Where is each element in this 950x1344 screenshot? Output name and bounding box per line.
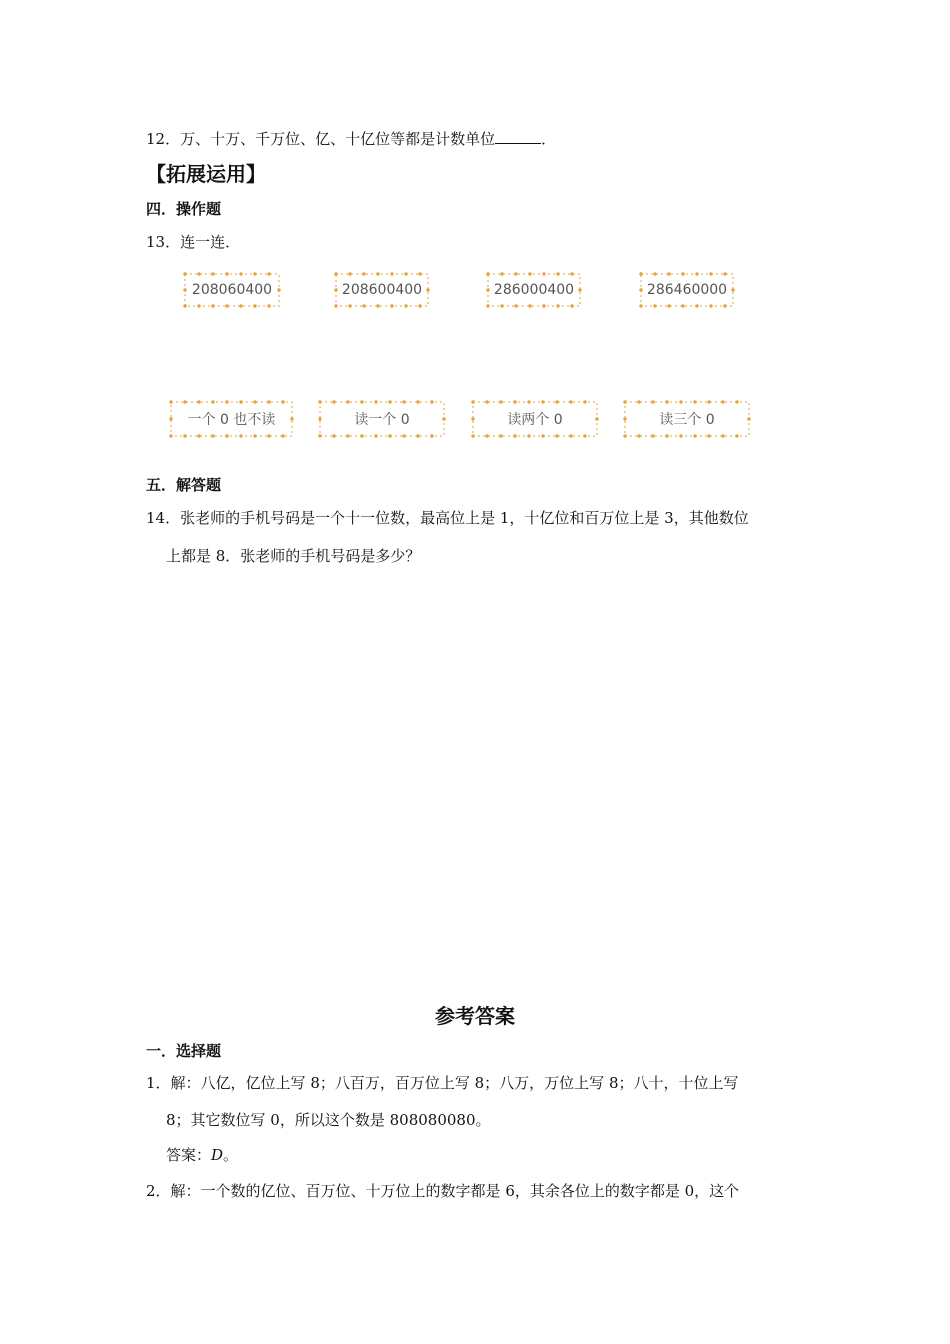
- answer-1-choice-value: D: [211, 1146, 224, 1164]
- section-5-title: 五．解答题: [146, 476, 222, 494]
- answer-1-choice: [166, 1144, 238, 1165]
- number-card-1-text: 208060400: [191, 282, 273, 298]
- answer-blank: [495, 129, 541, 144]
- answer-1-line-1: 1．解：八亿，亿位上写 8；八百万，百万位上写 8；八万，万位上写 8；八十，十位上写: [146, 1074, 739, 1092]
- number-card-3-text: 286000400: [493, 282, 575, 298]
- question-13: 13．连一连．: [146, 233, 241, 251]
- question-12-end: ．: [541, 130, 557, 148]
- label-card-4: [622, 399, 752, 439]
- extension-heading: 【拓展运用】: [146, 162, 266, 186]
- label-card-4-text: 读三个 0: [659, 412, 715, 428]
- question-12: [146, 128, 556, 149]
- label-card-3-text: 读两个 0: [507, 412, 563, 428]
- answer-1-line-2: 8；其它数位写 0，所以这个数是 808080080。: [166, 1111, 491, 1129]
- label-card-3: [470, 399, 600, 439]
- answer-1-choice-prefix: 答案：: [166, 1146, 212, 1164]
- question-14-line-1: 14．张老师的手机号码是一个十一位数，最高位上是 1，十亿位和百万位上是 3，其他数位: [146, 509, 749, 527]
- number-card-4-text: 286460000: [646, 282, 728, 298]
- number-card-4: [638, 271, 736, 309]
- answer-2-line-1: 2．解：一个数的亿位、百万位、十万位上的数字都是 6，其余各位上的数字都是 0，这个: [146, 1182, 740, 1200]
- number-card-3: [485, 271, 583, 309]
- label-card-1-text: 一个 0 也不读: [187, 412, 276, 428]
- label-card-1: [168, 399, 295, 439]
- question-12-text: 12．万、十万、千万位、亿、十亿位等都是计数单位: [146, 130, 496, 148]
- number-card-2-text: 208600400: [341, 282, 423, 298]
- section-4-title: 四．操作题: [146, 200, 222, 218]
- label-card-2: [317, 399, 447, 439]
- number-card-2: [333, 271, 431, 309]
- label-card-2-text: 读一个 0: [354, 412, 410, 428]
- answers-title: 参考答案: [435, 1004, 515, 1028]
- answer-1-choice-suffix: 。: [223, 1146, 239, 1164]
- answers-section-1-title: 一．选择题: [146, 1042, 222, 1060]
- number-card-1: [182, 271, 282, 309]
- question-14-line-2: 上都是 8．张老师的手机号码是多少？: [166, 547, 421, 565]
